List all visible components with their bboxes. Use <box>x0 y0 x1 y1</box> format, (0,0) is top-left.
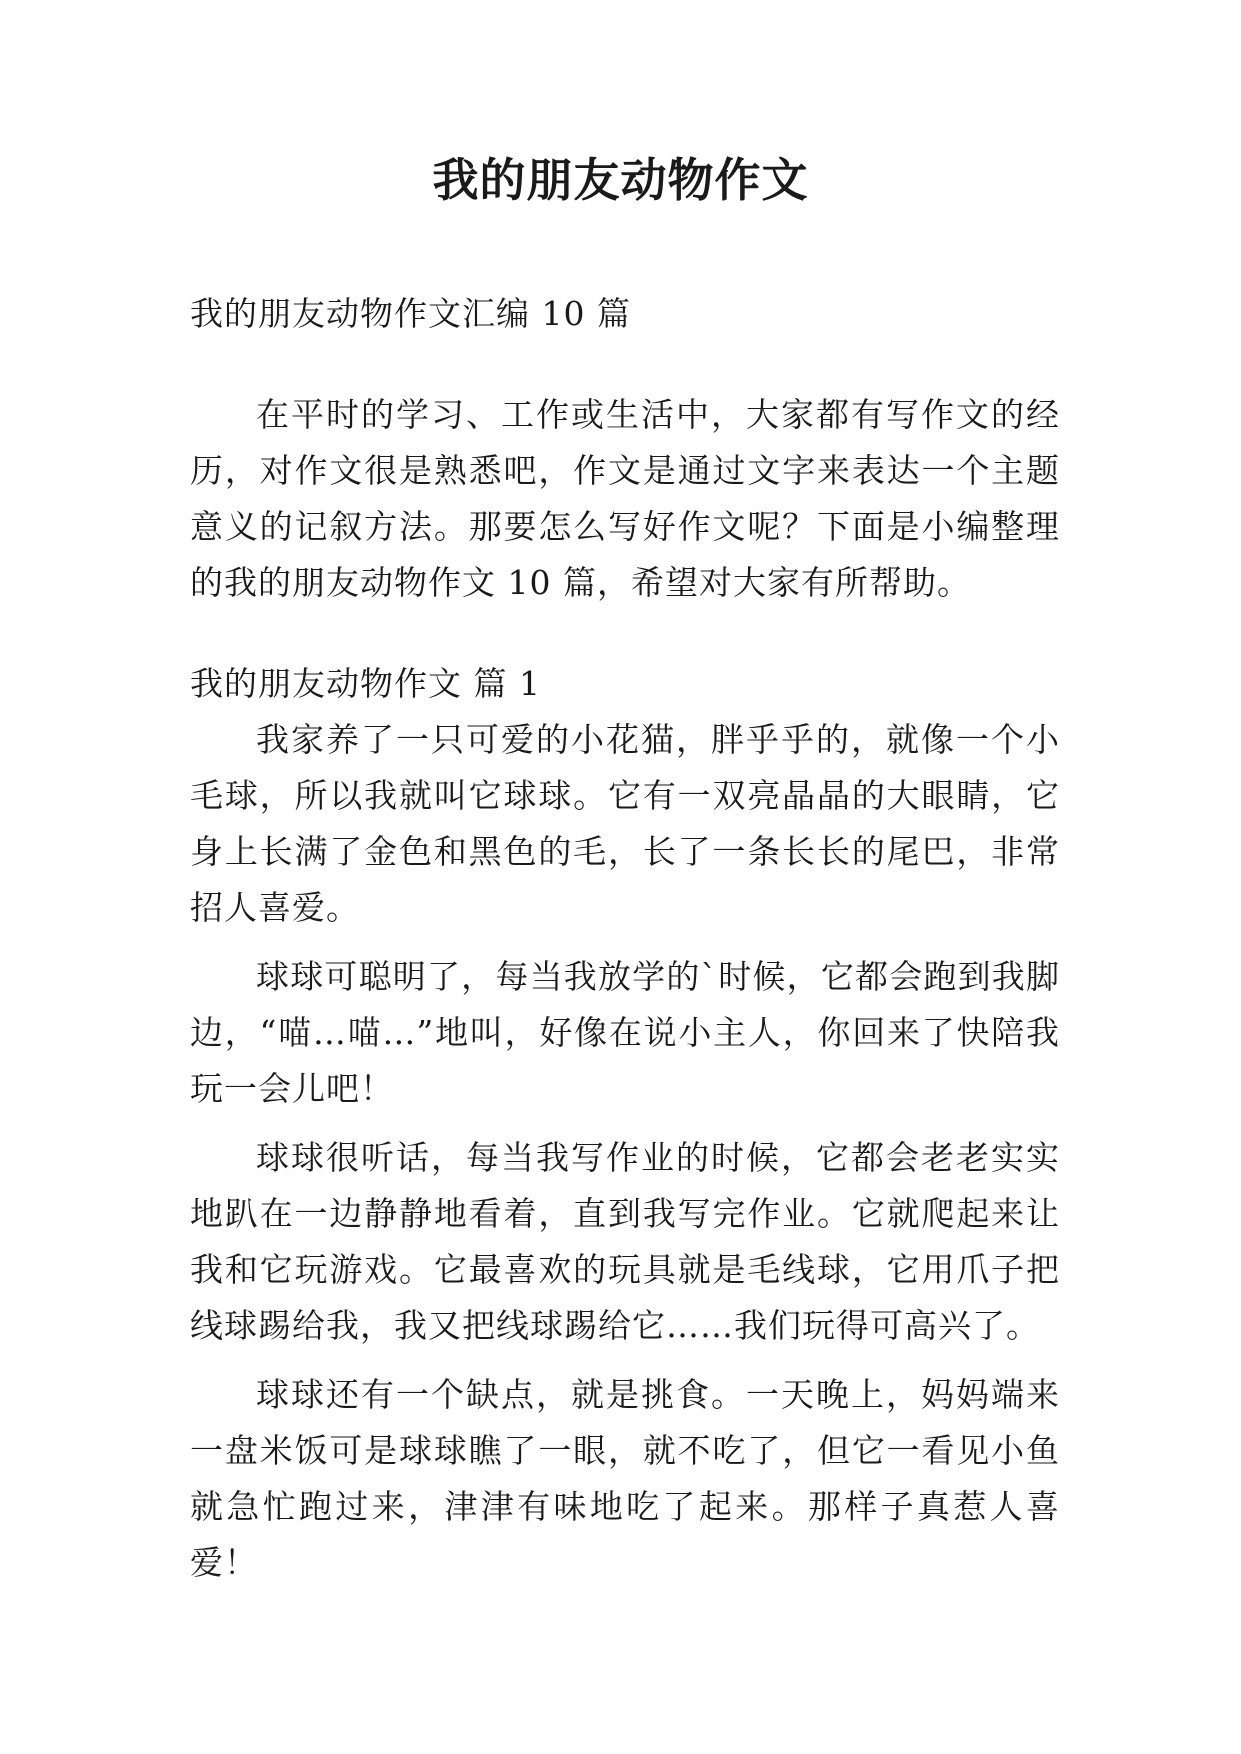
body-paragraph: 球球很听话，每当我写作业的时候，它都会老老实实地趴在一边静静地看着，直到我写完作业。它就爬起来让我和它玩游戏。它最喜欢的玩具就是毛线球，它用爪子把线球踢给我，我又把线球踢给它……我们玩得可高兴了。 <box>190 1138 1060 1345</box>
document-body <box>190 286 1060 1604</box>
document-subtitle: 我的朋友动物作文汇编 10 篇 <box>190 294 631 333</box>
intro-paragraph: 在平时的学习、工作或生活中，大家都有写作文的经历，对作文很是熟悉吧，作文是通过文字来表达一个主题意义的记叙方法。那要怎么写好作文呢？下面是小编整理的我的朋友动物作文 10 篇，希望对大家有所帮助。 <box>190 395 1060 602</box>
body-paragraph: 球球可聪明了，每当我放学的`时候，它都会跑到我脚边，“喵…喵…”地叫，好像在说小主人，你回来了快陪我玩一会儿吧！ <box>190 957 1060 1108</box>
body-paragraph: 球球还有一个缺点，就是挑食。一天晚上，妈妈端来一盘米饭可是球球瞧了一眼，就不吃了，但它一看见小鱼就急忙跑过来，津津有味地吃了起来。那样子真惹人喜爱！ <box>190 1375 1060 1582</box>
body-paragraph: 我家养了一只可爱的小花猫，胖乎乎的，就像一个小毛球，所以我就叫它球球。它有一双亮晶晶的大眼睛，它身上长满了金色和黑色的毛，长了一条长长的尾巴，非常招人喜爱。 <box>190 720 1060 927</box>
document-title: 我的朋友动物作文 <box>432 153 809 207</box>
section-heading: 我的朋友动物作文 篇 1 <box>190 664 541 703</box>
